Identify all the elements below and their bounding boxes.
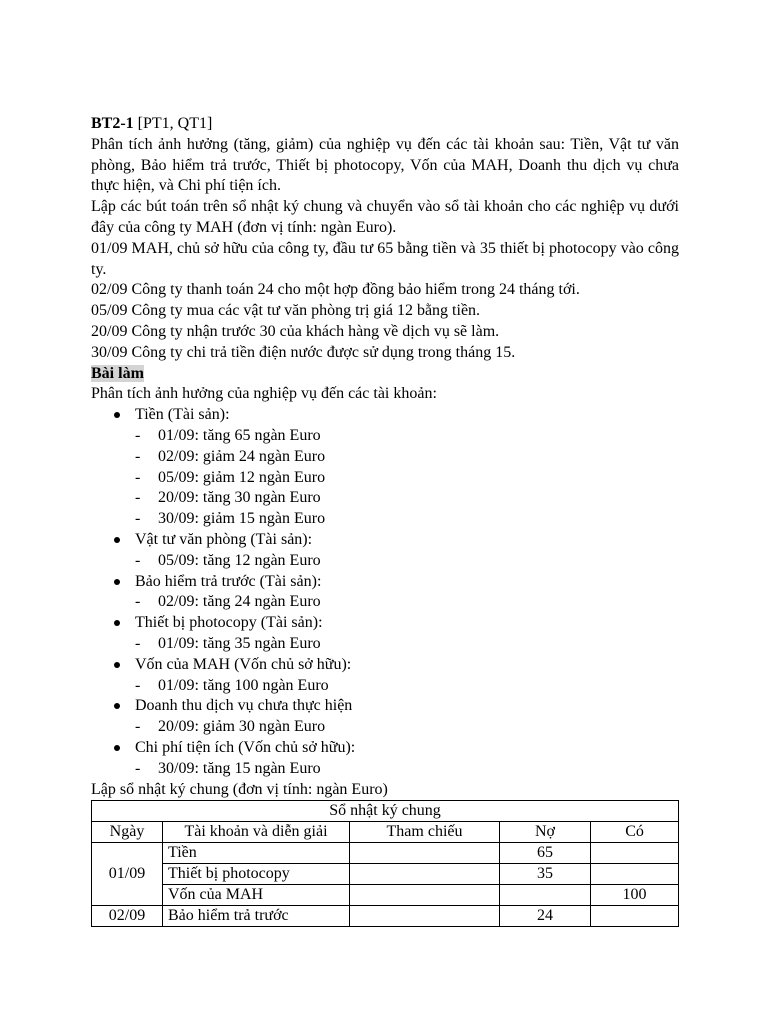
entry-credit: 100 xyxy=(591,885,679,906)
account-item xyxy=(91,738,679,780)
effect-text: 01/09: tăng 65 ngàn Euro xyxy=(158,426,321,444)
effect-text: 30/09: tăng 15 ngàn Euro xyxy=(158,759,321,777)
table-row xyxy=(92,864,679,885)
effect-item xyxy=(135,488,679,509)
analysis-intro: Phân tích ảnh hưởng của nghiệp vụ đến các tài khoản: xyxy=(91,385,437,403)
transaction-line: 05/09 Công ty mua các vật tư văn phòng trị giá 12 bằng tiền. xyxy=(91,302,481,320)
account-name: Thiết bị photocopy (Tài sản): xyxy=(135,614,323,632)
exercise-heading xyxy=(91,114,679,135)
effect-list xyxy=(135,426,679,530)
account-name: Vốn của MAH (Vốn chủ sở hữu): xyxy=(135,655,352,673)
effect-text: 01/09: tăng 100 ngàn Euro xyxy=(158,676,329,694)
dash-marker: - xyxy=(135,426,141,444)
effect-list xyxy=(135,634,679,655)
account-name: Vật tư văn phòng (Tài sản): xyxy=(135,530,313,548)
journal-body xyxy=(92,843,679,927)
effect-item xyxy=(135,592,679,613)
bullet-icon xyxy=(114,745,120,751)
bullet-icon xyxy=(114,412,120,418)
account-name: Doanh thu dịch vụ chưa thực hiện xyxy=(135,697,353,715)
entry-date: 02/09 xyxy=(92,906,163,927)
dash-marker: - xyxy=(135,718,141,736)
bullet-icon xyxy=(114,579,120,585)
dash-marker: - xyxy=(135,759,141,777)
dash-marker: - xyxy=(135,676,141,694)
entry-credit xyxy=(591,843,679,864)
account-item xyxy=(91,655,679,697)
effect-item xyxy=(135,447,679,468)
dash-marker: - xyxy=(135,489,141,507)
dash-marker: - xyxy=(135,468,141,486)
transaction-line: 02/09 Công ty thanh toán 24 cho một hợp đồng bảo hiểm trong 24 tháng tới. xyxy=(91,281,580,299)
exercise-tags: [PT1, QT1] xyxy=(133,115,213,132)
intro-paragraph-1: Phân tích ảnh hưởng (tăng, giảm) của nghiệp vụ đến các tài khoản sau: Tiền, Vật tư văn phòng, Bảo hiểm trả trước, Thiết bị photocopy, Vốn của MAH, Doanh thu dịch vụ chưa thực hiện, và Chi phí tiện ích. xyxy=(91,135,679,195)
entry-date: 01/09 xyxy=(92,843,163,906)
entry-credit xyxy=(591,864,679,885)
account-item xyxy=(91,405,679,530)
dash-marker: - xyxy=(135,593,141,611)
journal-title-row xyxy=(92,801,679,822)
entry-account: Tiền xyxy=(163,843,350,864)
dash-marker: - xyxy=(135,551,141,569)
effect-text: 20/09: tăng 30 ngàn Euro xyxy=(158,489,321,507)
account-item xyxy=(91,696,679,738)
account-effects-list xyxy=(91,405,679,779)
effect-item xyxy=(135,717,679,738)
entry-reference xyxy=(350,885,500,906)
transaction-line: 01/09 MAH, chủ sở hữu của công ty, đầu tư 65 bằng tiền và 35 thiết bị photocopy vào công ty. xyxy=(91,239,679,278)
col-header-reference: Tham chiếu xyxy=(350,822,500,843)
effect-list xyxy=(135,759,679,780)
dash-marker: - xyxy=(135,510,141,528)
col-header-account: Tài khoản và diễn giải xyxy=(163,822,350,843)
entry-account: Thiết bị photocopy xyxy=(163,864,350,885)
table-row xyxy=(92,906,679,927)
table-row xyxy=(92,843,679,864)
effect-list xyxy=(135,551,679,572)
entry-account: Vốn của MAH xyxy=(163,885,350,906)
entry-credit xyxy=(591,906,679,927)
effect-list xyxy=(135,717,679,738)
bullet-icon xyxy=(114,703,120,709)
effect-text: 20/09: giảm 30 ngàn Euro xyxy=(158,718,326,736)
document-page xyxy=(91,114,679,927)
exercise-code: BT2-1 xyxy=(91,115,134,132)
effect-item xyxy=(135,426,679,447)
account-item xyxy=(91,613,679,655)
effect-item xyxy=(135,468,679,489)
transaction-list xyxy=(91,239,679,364)
account-item xyxy=(91,530,679,572)
effect-text: 05/09: tăng 12 ngàn Euro xyxy=(158,551,321,569)
entry-account: Bảo hiểm trả trước xyxy=(163,906,350,927)
entry-debit: 35 xyxy=(500,864,591,885)
effect-item xyxy=(135,759,679,780)
transaction-line: 30/09 Công ty chi trả tiền điện nước được sử dụng trong tháng 15. xyxy=(91,343,516,361)
account-name: Bảo hiểm trả trước (Tài sản): xyxy=(135,572,322,590)
effect-text: 30/09: giảm 15 ngàn Euro xyxy=(158,510,326,528)
entry-reference xyxy=(350,843,500,864)
effect-list xyxy=(135,676,679,697)
account-name: Chi phí tiện ích (Vốn chủ sở hữu): xyxy=(135,738,356,756)
effect-item xyxy=(135,551,679,572)
account-name: Tiền (Tài sản): xyxy=(135,406,230,424)
entry-reference xyxy=(350,906,500,927)
transaction-line: 20/09 Công ty nhận trước 30 của khách hàng về dịch vụ sẽ làm. xyxy=(91,322,500,340)
effect-text: 02/09: tăng 24 ngàn Euro xyxy=(158,593,321,611)
effect-text: 02/09: giảm 24 ngàn Euro xyxy=(158,447,326,465)
journal-intro: Lập sổ nhật ký chung (đơn vị tính: ngàn Euro) xyxy=(91,780,388,798)
col-header-date: Ngày xyxy=(92,822,163,843)
effect-item xyxy=(135,509,679,530)
bullet-icon xyxy=(114,537,120,543)
entry-debit xyxy=(500,885,591,906)
effect-list xyxy=(135,592,679,613)
general-journal-table xyxy=(91,800,679,927)
entry-debit: 24 xyxy=(500,906,591,927)
effect-text: 05/09: giảm 12 ngàn Euro xyxy=(158,468,326,486)
journal-title: Sổ nhật ký chung xyxy=(92,801,679,822)
effect-item xyxy=(135,676,679,697)
dash-marker: - xyxy=(135,634,141,652)
col-header-credit: Có xyxy=(591,822,679,843)
dash-marker: - xyxy=(135,447,141,465)
entry-debit: 65 xyxy=(500,843,591,864)
entry-reference xyxy=(350,864,500,885)
journal-header-row xyxy=(92,822,679,843)
effect-item xyxy=(135,634,679,655)
bullet-icon xyxy=(114,620,120,626)
table-row xyxy=(92,885,679,906)
solution-heading: Bài làm xyxy=(91,364,144,382)
intro-paragraph-2: Lập các bút toán trên sổ nhật ký chung và chuyển vào sổ tài khoản cho các nghiệp vụ dưới đây của công ty MAH (đơn vị tính: ngàn Euro). xyxy=(91,198,679,236)
col-header-debit: Nợ xyxy=(500,822,591,843)
account-item xyxy=(91,572,679,614)
effect-text: 01/09: tăng 35 ngàn Euro xyxy=(158,634,321,652)
bullet-icon xyxy=(114,662,120,668)
